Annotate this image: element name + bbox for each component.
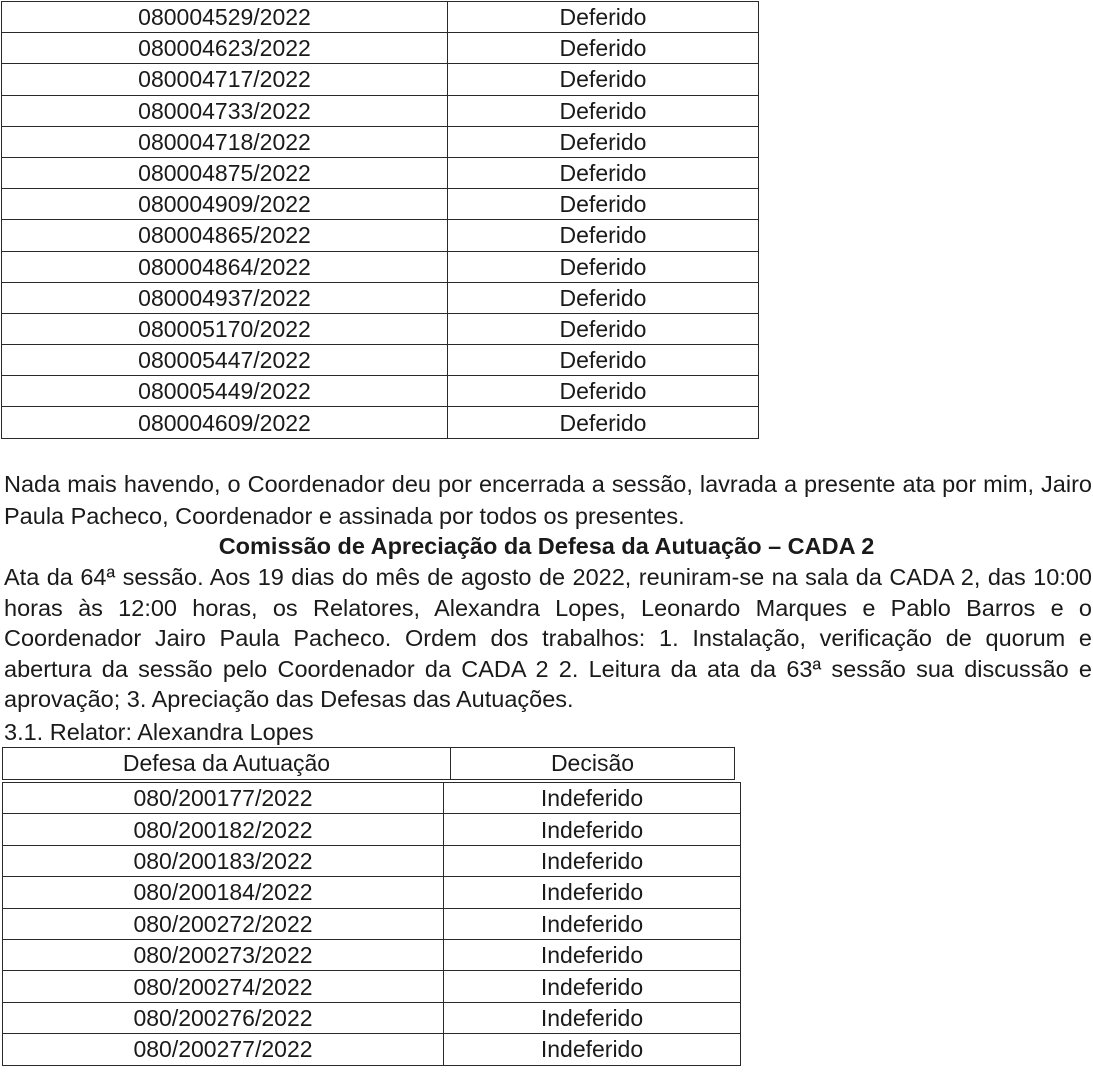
decision-cell: Indeferido [444,1034,741,1065]
table-row [3,1034,741,1065]
process-number-cell: 080005170/2022 [2,313,448,344]
table-row [2,313,759,344]
table-row [3,1002,741,1033]
decision-cell: Deferido [448,407,759,438]
process-number-cell: 080004733/2022 [2,95,448,126]
table-row [3,845,741,876]
decision-cell: Deferido [448,95,759,126]
table-row [3,939,741,970]
decision-cell: Indeferido [444,908,741,939]
header-defesa: Defesa da Autuação [3,748,451,780]
table-row [3,908,741,939]
process-number-cell: 080/200177/2022 [3,783,444,814]
decision-cell: Indeferido [444,783,741,814]
decision-cell: Indeferido [444,971,741,1002]
process-number-cell: 080/200182/2022 [3,814,444,845]
decisions-table-2 [2,782,741,1066]
process-number-cell: 080/200183/2022 [3,845,444,876]
decision-cell: Deferido [448,220,759,251]
process-number-cell: 080004623/2022 [2,33,448,64]
table-row [2,157,759,188]
table-row [2,376,759,407]
decisions-table-2-body [3,783,741,1066]
table-row [2,251,759,282]
decision-cell: Indeferido [444,814,741,845]
table-row [2,345,759,376]
process-number-cell: 080004717/2022 [2,64,448,95]
process-number-cell: 080004937/2022 [2,282,448,313]
table-row [2,64,759,95]
process-number-cell: 080004529/2022 [2,2,448,33]
process-number-cell: 080/200276/2022 [3,1002,444,1033]
decision-cell: Deferido [448,33,759,64]
table-row [2,407,759,438]
minutes-paragraph: Ata da 64ª sessão. Aos 19 dias do mês de agosto de 2022, reuniram-se na sala da CADA 2, das 10:00 horas às 12:00 horas, os Relatores, Alexandra Lopes, Leonardo Marques e Pablo Barros e o Coordenador Jairo Paula Pacheco. Ordem dos trabalhos: 1. Instalação, verificação de quorum e abertura da sessão pelo Coordenador da CADA 2 2. Leitura da ata da 63ª sessão sua discussão e aprovação; 3. Apreciação das Defesas das Autuações. [4,564,1092,712]
process-number-cell: 080005447/2022 [2,345,448,376]
decisions-table-2-header [2,747,735,780]
process-number-cell: 080/200184/2022 [3,877,444,908]
process-number-cell: 080/200273/2022 [3,939,444,970]
decision-cell: Deferido [448,189,759,220]
header-decisao: Decisão [451,748,735,780]
process-number-cell: 080004864/2022 [2,251,448,282]
process-number-cell: 080/200272/2022 [3,908,444,939]
table-row [2,2,759,33]
table-row [3,877,741,908]
decisions-table-1 [1,1,759,439]
decision-cell: Indeferido [444,1002,741,1033]
process-number-cell: 080005449/2022 [2,376,448,407]
decision-cell: Deferido [448,64,759,95]
section-heading: Comissão de Apreciação da Defesa da Autuação – CADA 2 [218,533,875,559]
process-number-cell: 080004865/2022 [2,220,448,251]
table-row [3,971,741,1002]
decision-cell: Deferido [448,345,759,376]
process-number-cell: 080/200274/2022 [3,971,444,1002]
table-row [2,189,759,220]
table-row [2,220,759,251]
header-row [3,748,735,780]
table-row [3,814,741,845]
process-number-cell: 080004875/2022 [2,157,448,188]
table-row [2,282,759,313]
decision-cell: Indeferido [444,845,741,876]
table-row [2,33,759,64]
process-number-cell: 080004718/2022 [2,126,448,157]
decision-cell: Deferido [448,2,759,33]
table-row [2,126,759,157]
decision-cell: Indeferido [444,939,741,970]
decision-cell: Deferido [448,126,759,157]
decision-cell: Deferido [448,251,759,282]
table-row [2,95,759,126]
closing-paragraph: Nada mais havendo, o Coordenador deu por encerrada a sessão, lavrada a presente ata por mim, Jairo Paula Pacheco, Coordenador e assinada por todos os presentes. [4,471,1092,529]
process-number-cell: 080004609/2022 [2,407,448,438]
process-number-cell: 080004909/2022 [2,189,448,220]
table-row [3,783,741,814]
decision-cell: Deferido [448,282,759,313]
decisions-table-1-body [2,2,759,439]
relator-line: 3.1. Relator: Alexandra Lopes [4,719,314,745]
decision-cell: Deferido [448,376,759,407]
decision-cell: Deferido [448,313,759,344]
decision-cell: Deferido [448,157,759,188]
process-number-cell: 080/200277/2022 [3,1034,444,1065]
decision-cell: Indeferido [444,877,741,908]
